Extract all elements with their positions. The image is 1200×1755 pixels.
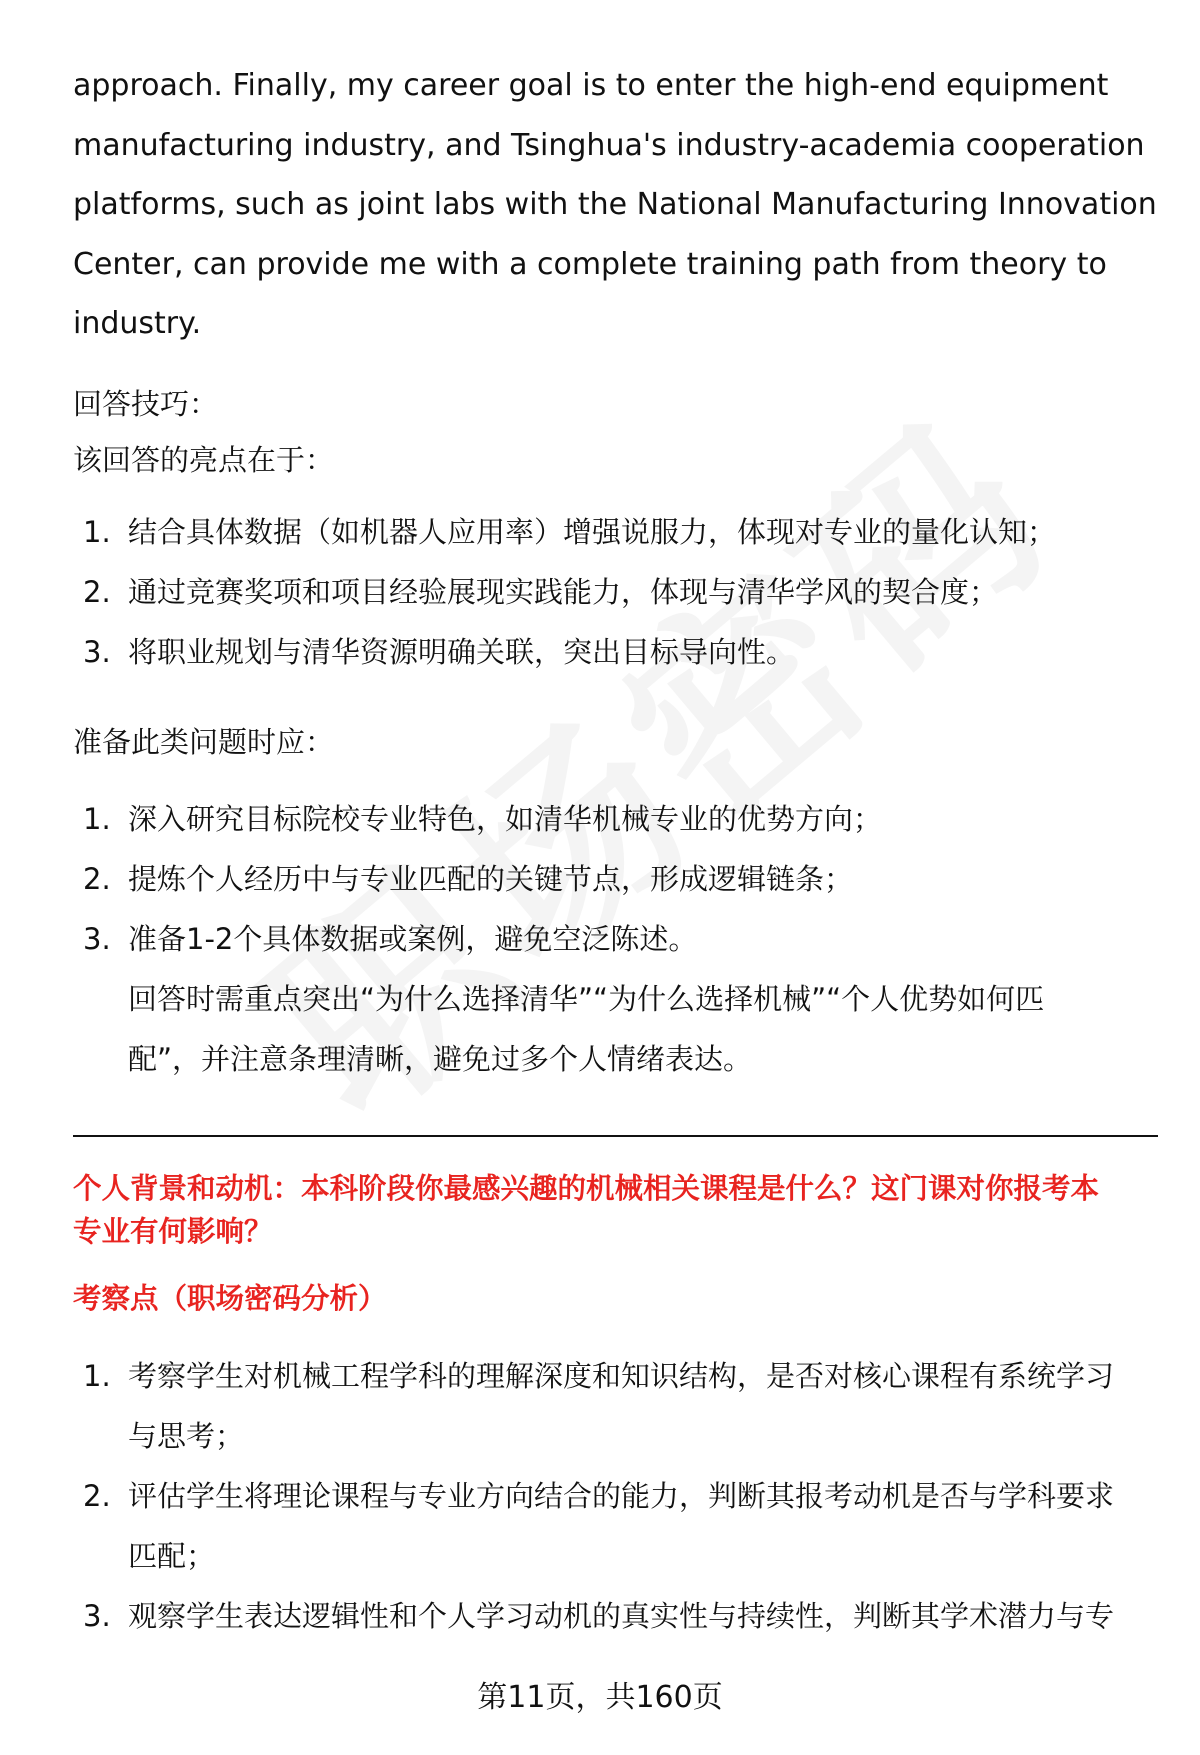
paragraph-line: platforms, such as joint labs with the National Manufacturing Innovation <box>73 187 1157 222</box>
paragraph-line: Center, can provide me with a complete training path from theory to <box>73 246 1107 282</box>
list-text: 深入研究目标院校专业特色，如清华机械专业的优势方向； <box>128 801 883 836</box>
list-number: 2. <box>83 861 111 896</box>
list-number: 1. <box>83 514 111 549</box>
paragraph-line: industry. <box>73 306 202 341</box>
list-text-continued: 匹配； <box>128 1538 216 1573</box>
list-item <box>73 849 1158 909</box>
page-content <box>73 56 1158 1646</box>
prepare-heading: 准备此类问题时应： <box>73 724 335 759</box>
list-text: 评估学生将理论课程与专业方向结合的能力，判断其报考动机是否与学科要求 <box>128 1478 1115 1513</box>
list-item <box>73 909 1158 1089</box>
list-text: 将职业规划与清华资源明确关联，突出目标导向性。 <box>128 634 796 669</box>
list-number: 3. <box>83 1598 111 1633</box>
list-text: 结合具体数据（如机器人应用率）增强说服力，体现对专业的量化认知； <box>128 514 1057 549</box>
list-text: 通过竞赛奖项和项目经验展现实践能力，体现与清华学风的契合度； <box>128 574 999 609</box>
prepare-list <box>73 789 1158 1089</box>
highlights-heading: 该回答的亮点在于： <box>73 442 335 477</box>
list-number: 3. <box>83 921 111 956</box>
list-text: 提炼个人经历中与专业匹配的关键节点，形成逻辑链条； <box>128 861 854 896</box>
intro-paragraph <box>73 56 1158 354</box>
list-number: 1. <box>83 801 111 836</box>
paragraph-line: manufacturing industry, and Tsinghua's industry-academia cooperation <box>73 127 1145 163</box>
list-item <box>73 789 1158 849</box>
list-item <box>73 622 1158 682</box>
list-item <box>73 1346 1158 1466</box>
list-number: 3. <box>83 634 111 669</box>
list-number: 2. <box>83 1478 111 1513</box>
list-item <box>73 1466 1158 1586</box>
list-text: 观察学生表达逻辑性和个人学习动机的真实性与持续性，判断其学术潜力与专 <box>128 1598 1115 1633</box>
paragraph-line: approach. Finally, my career goal is to enter the high-end equipment <box>73 68 1109 103</box>
question-line: 个人背景和动机：本科阶段你最感兴趣的机械相关课程是什么？这门课对你报考本 <box>73 1171 1100 1205</box>
analysis-list <box>73 1346 1158 1646</box>
question-line: 专业有何影响？ <box>73 1214 273 1248</box>
list-text-continued: 与思考； <box>128 1418 245 1453</box>
list-text-continued: 配”，并注意条理清晰，避免过多个人情绪表达。 <box>128 1041 753 1076</box>
list-text-continued: 回答时需重点突出“为什么选择清华”“为什么选择机械”“个人优势如何匹 <box>128 981 1045 1016</box>
list-number: 1. <box>83 1358 111 1393</box>
list-number: 2. <box>83 574 111 609</box>
list-text: 考察学生对机械工程学科的理解深度和知识结构，是否对核心课程有系统学习 <box>128 1358 1115 1393</box>
highlights-list <box>73 502 1158 682</box>
list-item <box>73 1586 1158 1646</box>
section-divider <box>73 1135 1158 1137</box>
analysis-heading: 考察点（职场密码分析） <box>73 1281 387 1315</box>
list-item <box>73 562 1158 622</box>
list-item <box>73 502 1158 562</box>
tips-heading: 回答技巧： <box>73 386 219 421</box>
question-title <box>73 1167 1158 1253</box>
list-text: 准备1-2个具体数据或案例，避免空泛陈述。 <box>128 921 698 956</box>
page-footer: 第11页，共160页 <box>477 1680 723 1715</box>
